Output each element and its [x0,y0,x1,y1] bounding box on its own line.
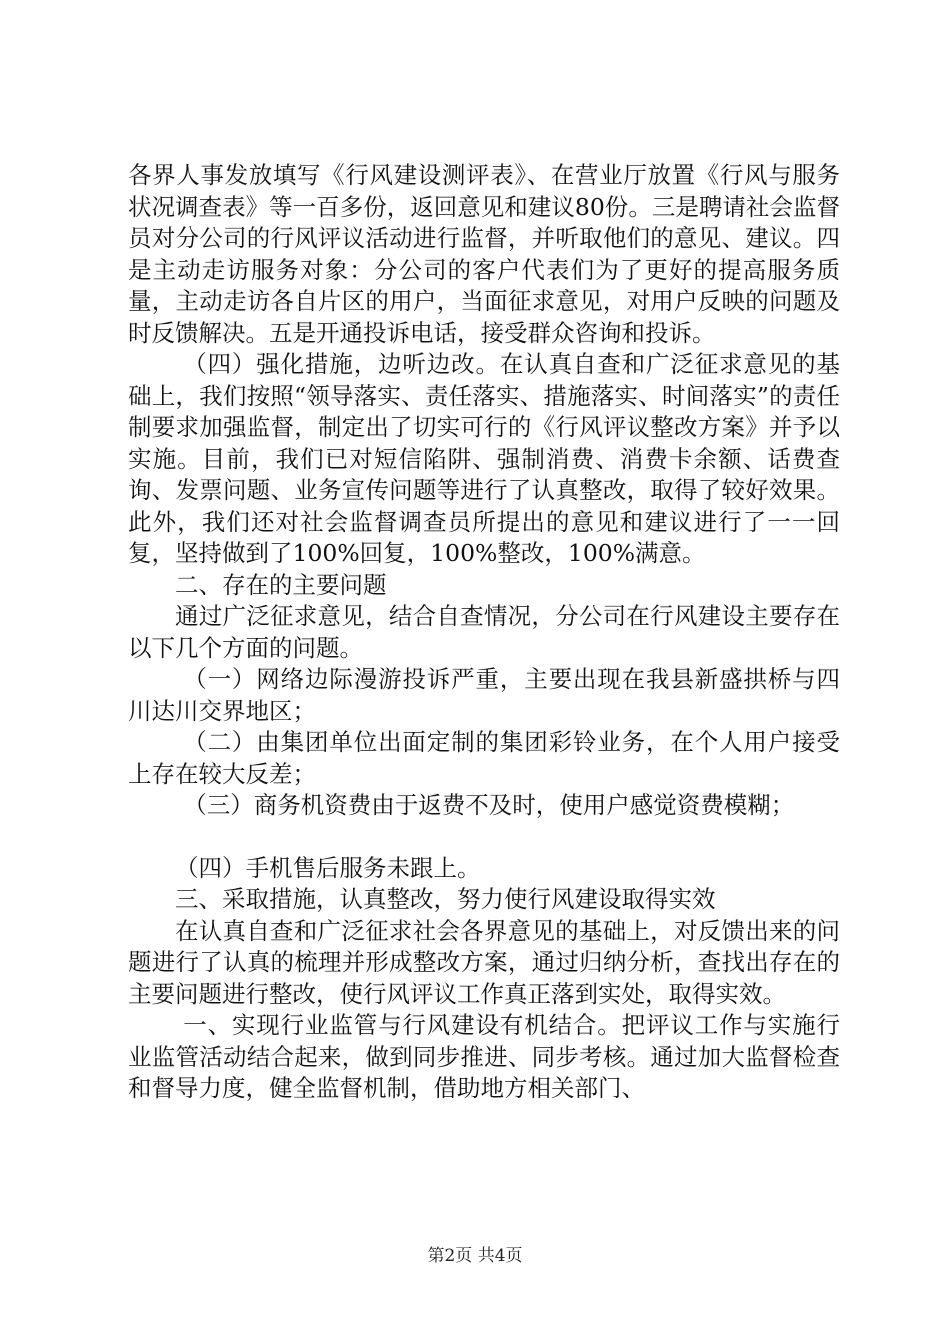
heading-main-problems: 二、存在的主要问题 [175,570,387,599]
paragraph-measure-one: 一、实现行业监管与行风建设有机结合。把评议工作与实施行业监管活动结合起来，做到同步推进、同步考核。通过加大监督检查和督导力度，健全监督机制，借助地方相关部门、 [128,1011,840,1102]
paragraph-measures-intro: 在认真自查和广泛征求社会各界意见的基础上，对反馈出来的问题进行了认真的梳理并形成整改方案，通过归纳分析，查找出存在的主要问题进行整改，使行风评议工作真正落到实处，取得实效。 [128,916,840,1008]
problem-item-2: （二）由集团单位出面定制的集团彩铃业务，在个人用户接受上存在较大反差； [128,728,840,788]
page-number-footer: 第2页 共4页 [427,1246,523,1266]
heading-measures: 三、采取措施，认真整改，努力使行风建设取得实效 [175,885,716,913]
problem-item-4: （四）手机售后服务未跟上。 [175,853,481,882]
problem-item-3: （三）商务机资费由于返费不及时，使用户感觉资费模糊； [183,791,795,819]
paragraph-continued: 各界人事发放填写《行风建设测评表》、在营业厅放置《行风与服务状况调查表》等一百多份，返回意见和建议80份。三是聘请社会监督员对分公司的行风评议活动进行监督，并听取他们的意见、建议。四是主动走访服务对象：分公司的客户代表们为了更好的提高服务质量，主动走访各自片区的用户，当面征求意见，对用户反映的问题及时反馈解决。五是开通投诉电话，接受群众咨询和投诉。 [128,161,840,347]
document-body [128,160,840,1105]
paragraph-section-four: （四）强化措施，边听边改。在认真自查和广泛征求意见的基础上，我们按照“领导落实、责任落实、措施落实、时间落实”的责任制要求加强监督，制定出了切实可行的《行风评议整改方案》并予以实施。目前，我们已对短信陷阱、强制消费、消费卡余额、话费查询、发票问题、业务宣传问题等进行了认真整改，取得了较好效果。此外，我们还对社会监督调查员所提出的意见和建议进行了一一回复，坚持做到了100%回复，100%整改，100%满意。 [128,350,840,567]
paragraph-problems-intro: 通过广泛征求意见，结合自查情况，分公司在行风建设主要存在以下几个方面的问题。 [128,602,840,662]
problem-item-1: （一）网络边际漫游投诉严重，主要出现在我县新盛拱桥与四川达川交界地区； [128,665,840,725]
